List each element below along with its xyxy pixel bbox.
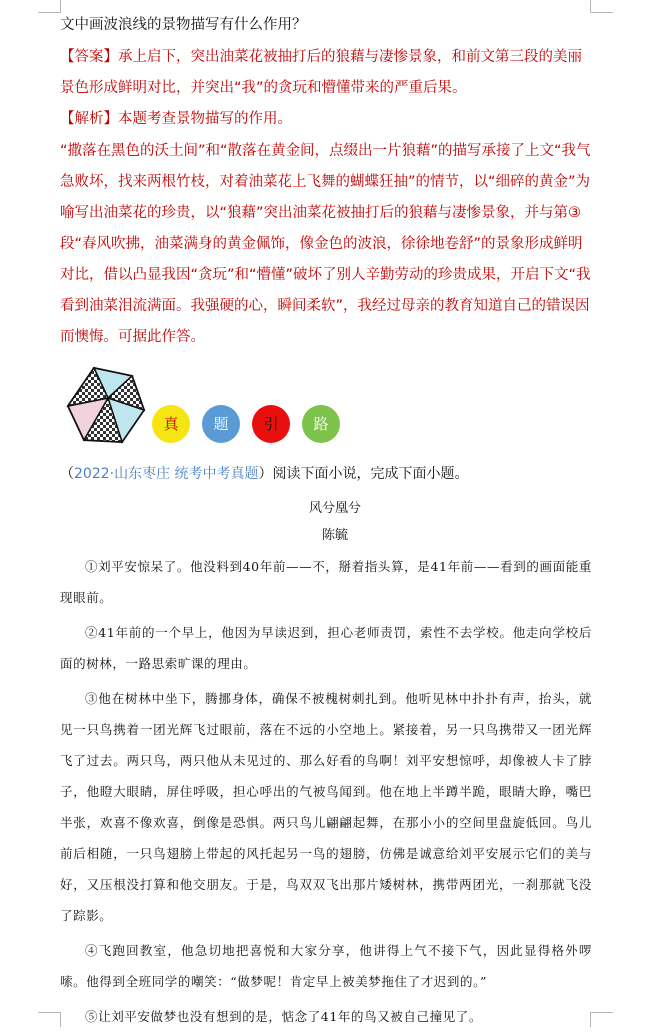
answer-block xyxy=(60,42,592,104)
page-corner-mark xyxy=(590,0,613,13)
analysis-body: “撒落在黑色的沃土间”和“散落在黄金间，点缀出一片狼藉”的描写承接了上文“我气急败坏，找来两根竹枝，对着油菜花上飞舞的蝴蝶狂抽”的情节，以“细碎的黄金”为喻写出油菜花的珍贵，以“狼藉”突出油菜花被抽打后的狼藉与凄惨景象，并与第③段“春风吹拂，油菜满身的黄金佩饰，像金色的波浪，徐徐地卷舒”的景象形成鲜明对比，借以凸显我因“贪玩”和“懵懂”破坏了别人辛勤劳动的珍贵成果，开启下文“我看到油菜泪流满面。我强硬的心，瞬间柔软”，我经过母亲的教育知道自己的错误因而懊悔。可据此作答。 xyxy=(60,143,591,345)
story-paragraph: ②41年前的一个早上，他因为早读迟到，担心老师责罚，索性不去学校。他走向学校后面的树林，一路思索旷课的理由。 xyxy=(60,625,592,671)
story-body xyxy=(60,551,592,1036)
analysis-tag: 【解析】 xyxy=(60,111,118,127)
banner-circle-zhen: 真 xyxy=(152,405,190,443)
source-open-paren: （ xyxy=(60,466,74,482)
analysis-heading xyxy=(60,104,592,135)
answer-tag: 【答案】 xyxy=(60,49,118,65)
source-close-paren: ） xyxy=(258,466,273,482)
story-paragraph: ①刘平安惊呆了。他没料到40年前——不，掰着指头算，是41年前——看到的画面能重现眼前。 xyxy=(60,559,592,605)
analysis-head-text: 本题考查景物描写的作用。 xyxy=(118,111,292,127)
story-title: 风兮凰兮 xyxy=(308,501,361,516)
banner-circle-ti: 题 xyxy=(202,405,240,443)
page-corner-mark xyxy=(590,1012,613,1027)
story-author: 陈毓 xyxy=(321,528,348,543)
story-paragraph: ③他在树林中坐下，腾挪身体，确保不被槐树刺扎到。他听见林中扑扑有声，抬头，就见一只鸟携着一团光辉飞过眼前，落在不远的小空地上。紧接着，另一只鸟携带又一团光辉飞了过去。两只鸟，两只他从未见过的、那么好看的鸟啊！刘平安想惊呼，却像被人卡了脖子，他瞪大眼睛，屏住呼吸，担心呼出的气被鸟闻到。他在地上半蹲半跪，眼睛大睁，嘴巴半张，欢喜不像欢喜，倒像是恐惧。两只鸟儿翩翩起舞，在那小小的空间里盘旋低回。鸟儿前后相随，一只鸟翅膀上带起的风托起另一鸟的翅膀，仿佛是诚意给刘平安展示它们的美与好，又压根没打算和他交朋友。于是，鸟双双飞出那片矮树林，携带两团光，一刹那就飞没了踪影。 xyxy=(60,691,592,923)
story-paragraph: ⑤让刘平安做梦也没有想到的是，惦念了41年的鸟又被自己撞见了。 xyxy=(85,1009,483,1024)
question-text: 文中画波浪线的景物描写有什么作用？ xyxy=(60,17,307,33)
story-paragraph: ④飞跑回教室，他急切地把喜悦和大家分享，他讲得上气不接下气，因此显得格外啰嗦。他得到全班同学的嘲笑：“做梦呢！肯定早上被美梦拖住了才迟到的。” xyxy=(60,943,592,989)
source-line xyxy=(60,459,469,489)
answer-text: 承上启下，突出油菜花被抽打后的狼藉与凄惨景象，和前文第三段的美丽景色形成鲜明对比，并突出“我”的贪玩和懵懂带来的严重后果。 xyxy=(60,49,582,96)
page-corner-mark xyxy=(38,1012,61,1027)
icosahedron-icon xyxy=(64,362,148,448)
page-corner-mark xyxy=(38,0,61,13)
source-instruction: 阅读下面小说，完成下面小题。 xyxy=(272,466,469,482)
source-link[interactable]: 2022·山东枣庄 统考中考真题 xyxy=(74,466,259,482)
banner-circle-yin: 引 xyxy=(252,405,290,443)
banner-circle-lu: 路 xyxy=(302,405,340,443)
